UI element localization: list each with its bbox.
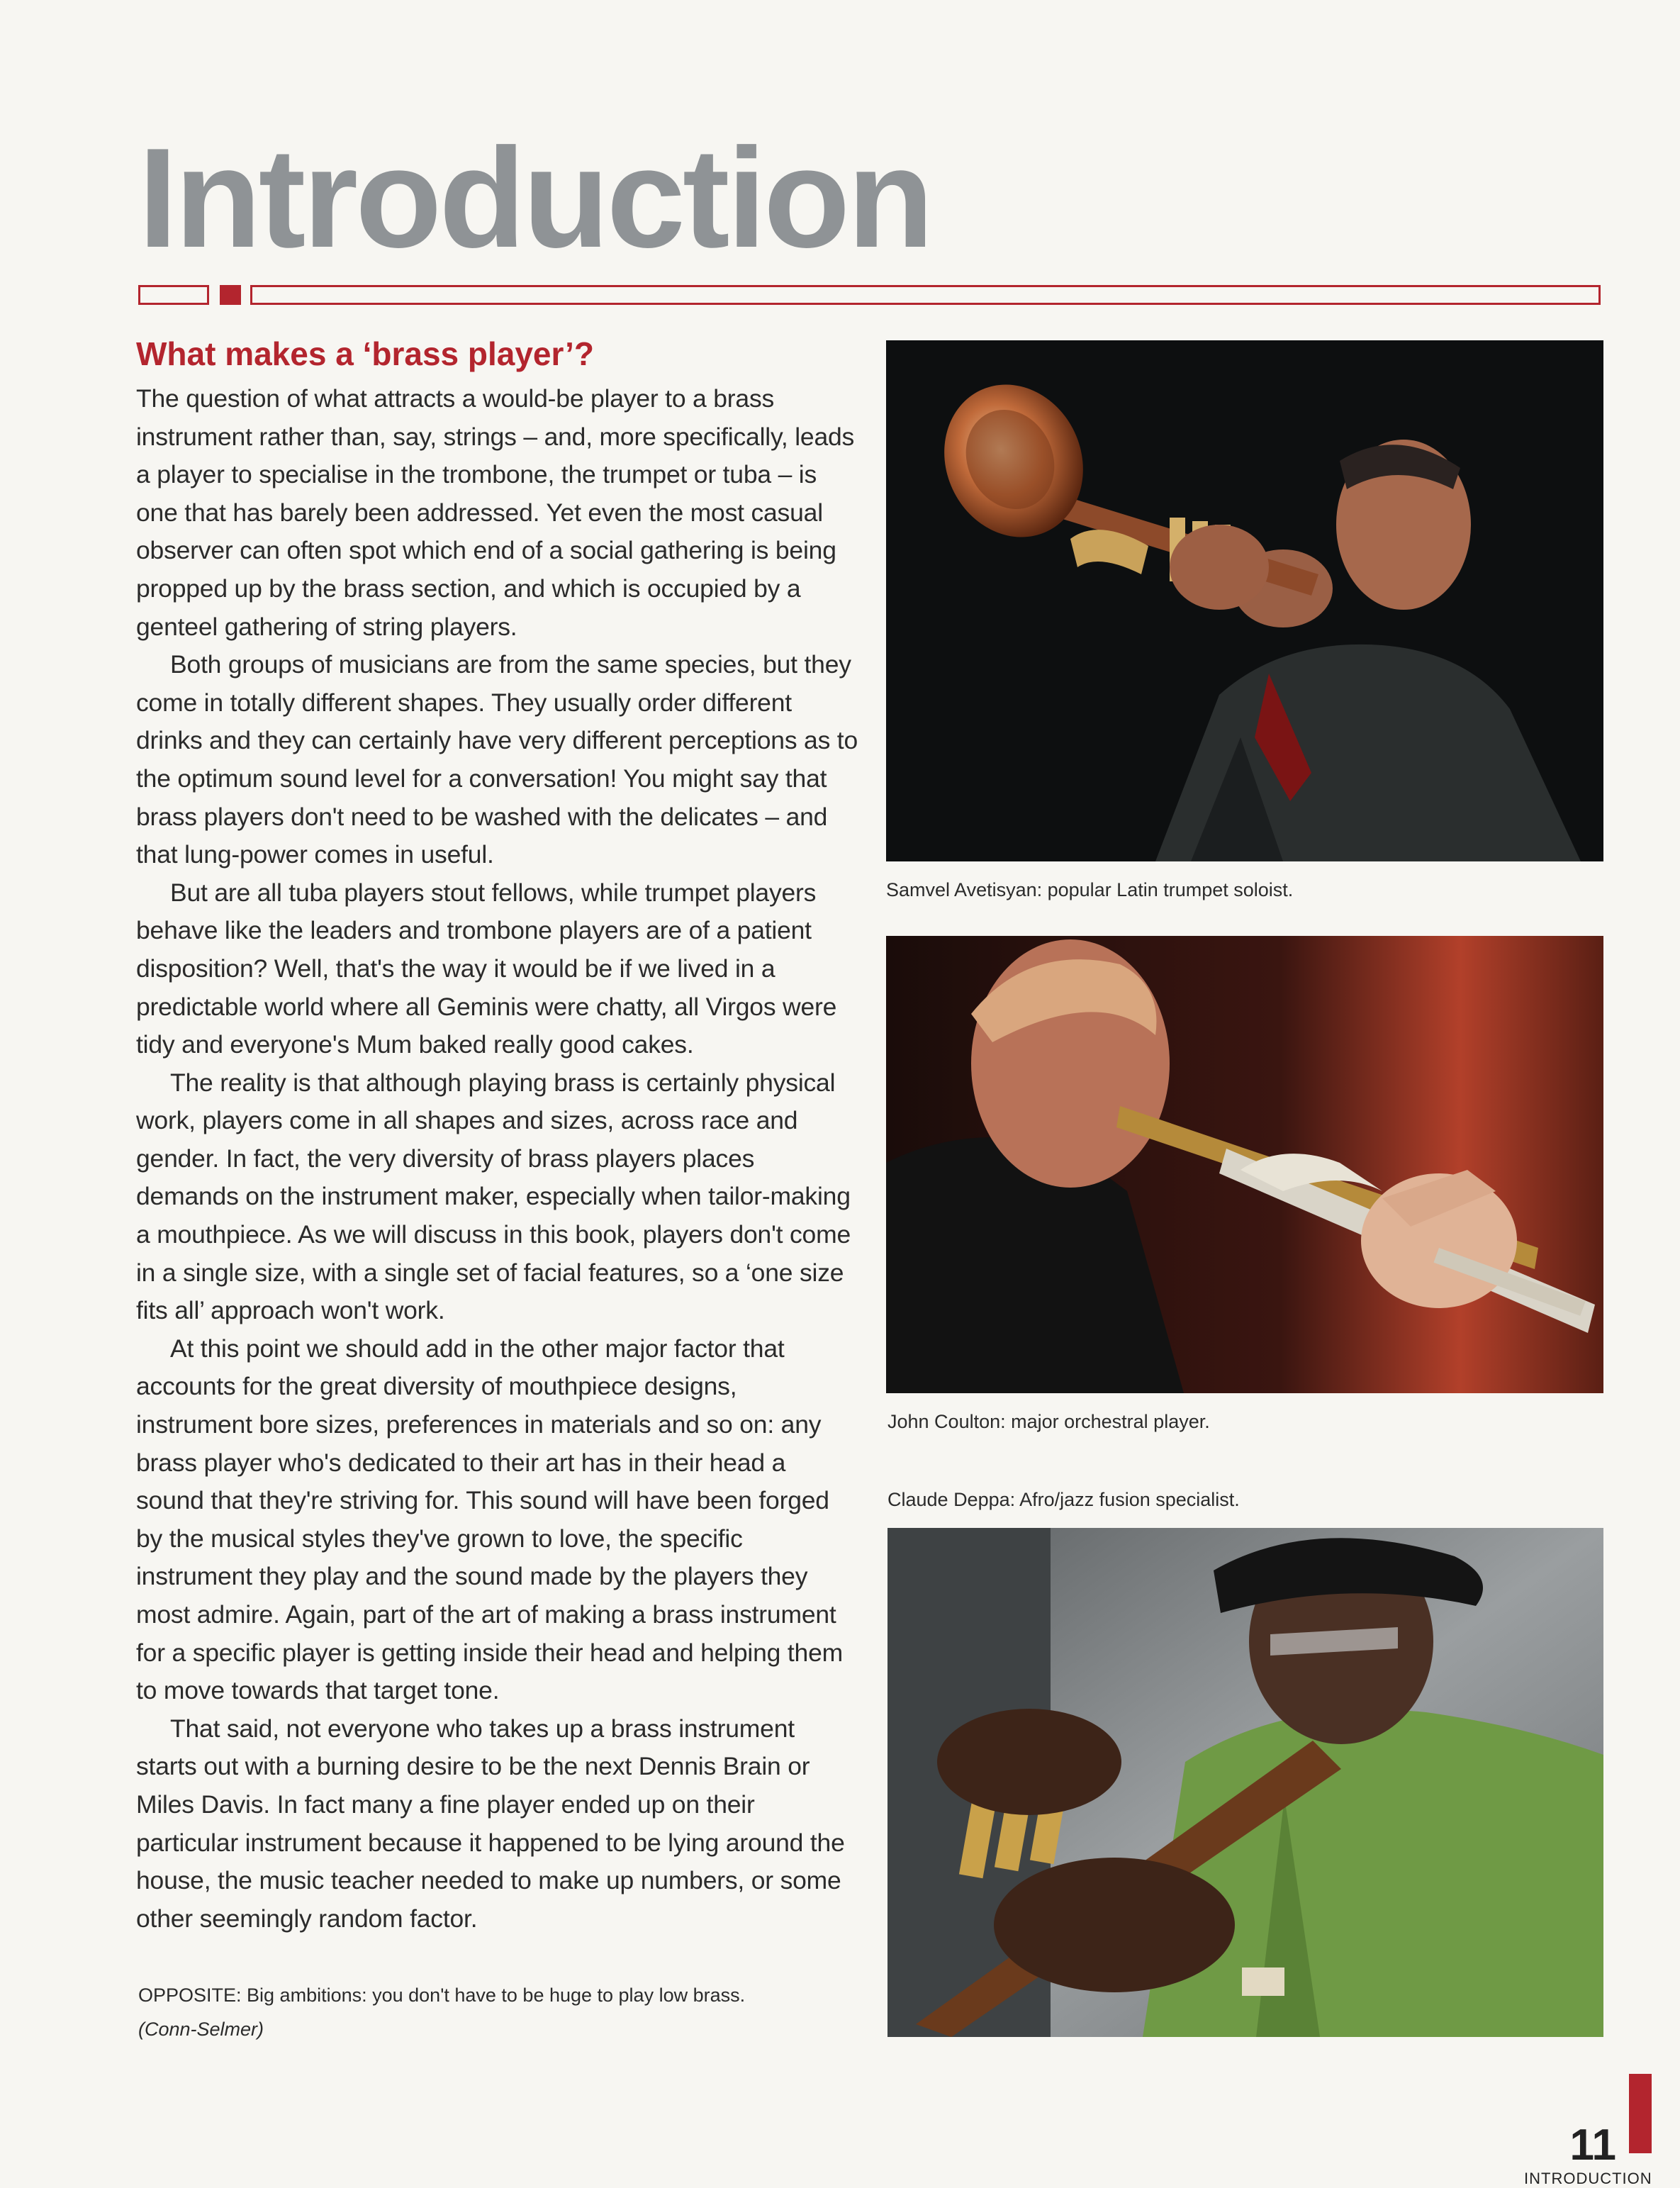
- photo-2-caption: John Coulton: major orchestral player.: [887, 1411, 1210, 1432]
- paragraph-2: Both groups of musicians are from the same species, but they come in totally different shapes. They usually order different drinks and they can certainly have very different perceptions as to the optimum sound level for a conversation! You might say that brass players don't need to be washed with the delicates – and that lung-power comes in useful.: [136, 650, 858, 869]
- title-rule-long-box: [250, 285, 1601, 305]
- paragraph-5: At this point we should add in the other major factor that accounts for the great diversity of mouthpiece designs, instrument bore sizes, preferences in materials and so on: any brass player who's dedicated to their art has in their head a sound that they're striving for. This sound will have been forged by the musical styles they've grown to love, the specific instrument they play and the sound made by the players they most admire. Again, part of the art of making a brass instrument for a specific player is getting inside their head and helping them to move towards that target tone.: [136, 1334, 843, 1705]
- paragraph-3: But are all tuba players stout fellows, while trumpet players behave like the leaders and trombone players are of a patient disposition? Well, that's the way it would be if we lived in a predictable world where all Geminis were chatty, all Virgos were tidy and everyone's Mum baked really good cakes.: [136, 878, 837, 1059]
- photo-3-caption: Claude Deppa: Afro/jazz fusion specialist.: [887, 1489, 1240, 1510]
- opposite-caption: OPPOSITE: Big ambitions: you don't have to be huge to play low brass.: [138, 1985, 746, 2006]
- photo-john-coulton: [886, 936, 1603, 1393]
- photo-samvel-avetisyan: [886, 340, 1603, 861]
- page-number: 11: [1569, 2121, 1616, 2170]
- page-title: Introduction: [138, 119, 931, 277]
- page-marker-bar: [1629, 2074, 1652, 2153]
- title-rule-red-block: [220, 285, 241, 305]
- title-rule-left-box: [138, 285, 209, 305]
- paragraph-4: The reality is that although playing brass is certainly physical work, players come in all shapes and sizes, across race and gender. In fact, the very diversity of brass players places demands on the instrument maker, especially when tailor-making a mouthpiece. As we will discuss in this book, players don't come in a single size, with a single set of facial features, so a ‘one size fits all’ approach won't work.: [136, 1068, 851, 1325]
- body-text: [136, 380, 859, 1938]
- paragraph-1: The question of what attracts a would-be player to a brass instrument rather than, say, strings – and, more specifically, leads a player to specialise in the trombone, the trumpet or tuba – is one that has barely been addressed. Yet even the most casual observer can often spot which end of a social gathering is being propped up by the brass section, and which is occupied by a genteel gathering of string players.: [136, 384, 855, 641]
- running-head: INTRODUCTION: [1524, 2170, 1652, 2187]
- photo-1-caption: Samvel Avetisyan: popular Latin trumpet soloist.: [886, 879, 1294, 900]
- opposite-credit: (Conn-Selmer): [138, 2019, 264, 2040]
- section-heading: What makes a ‘brass player’?: [136, 335, 594, 372]
- paragraph-6: That said, not everyone who takes up a brass instrument starts out with a burning desire to be the next Dennis Brain or Miles Davis. In fact many a fine player ended up on their particular instrument because it happened to be lying around the house, the music teacher needed to make up numbers, or some other seemingly random factor.: [136, 1714, 845, 1933]
- opposite-caption-block: [138, 1978, 847, 2046]
- photo-claude-deppa: [887, 1528, 1603, 2037]
